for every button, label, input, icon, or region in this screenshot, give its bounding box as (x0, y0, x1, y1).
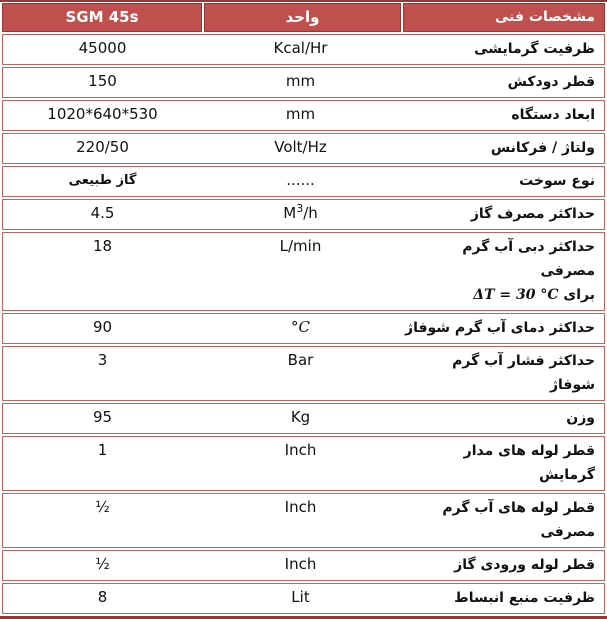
label-cell (399, 553, 604, 577)
spec-row-13 (2, 583, 605, 614)
unit-cell: mm (285, 105, 316, 123)
spec-row-3 (2, 133, 605, 164)
label-cell (399, 37, 604, 61)
unit-cell: Lit (291, 588, 310, 606)
value-cell: 3 (97, 351, 108, 369)
spec-row-1 (2, 67, 605, 98)
label-text: قطر لوله های آب گرم (442, 500, 595, 516)
spec-row-6 (2, 232, 605, 311)
value-cell: 1020*640*530 (47, 105, 158, 123)
unit-cell: Inch (284, 441, 317, 459)
unit-cell (202, 316, 399, 339)
value-cell: ½ (95, 498, 110, 516)
label-cell (399, 406, 604, 430)
label-text: ولتاژ / فرکانس (490, 140, 595, 156)
unit-cell: Kg (290, 408, 311, 426)
label-text: ابعاد دستگاه (511, 107, 595, 123)
label-cell (399, 235, 604, 307)
label-cell (399, 103, 604, 127)
label-cell (399, 439, 604, 487)
header-cell-unit: واحد (204, 3, 401, 32)
label-text: قطر لوله های مدار گرمایش (463, 443, 595, 483)
unit-superscript: 3 (296, 202, 304, 215)
value-cell: 45000 (78, 39, 127, 57)
label-cell (399, 496, 604, 544)
spec-row-2 (2, 100, 605, 131)
label-text: قطر لوله ورودی گاز (454, 557, 595, 573)
label-cell (399, 70, 604, 94)
header-cell-spec: مشخصات فنی (403, 3, 605, 32)
unit-cell: Bar (287, 351, 314, 369)
unit-cell: Inch (284, 498, 317, 516)
label-cell (399, 586, 604, 610)
spec-row-7 (2, 313, 605, 344)
label-cell (399, 202, 604, 226)
label-text: وزن (566, 410, 595, 426)
spec-row-10 (2, 436, 605, 491)
label-text: ظرفیت گرمایشی (474, 41, 595, 57)
value-cell: 220/50 (76, 138, 129, 156)
value-cell: گاز طبیعی (68, 173, 137, 188)
label-cell (399, 169, 604, 193)
unit-cell: $M^3/h$ (283, 202, 318, 222)
label-text: نوع سوخت (519, 173, 595, 189)
label-math-text: ΔT = 30 °C (473, 287, 559, 303)
label-text-line2: برای ΔT = 30 °C (473, 287, 595, 303)
label-cell (399, 136, 604, 160)
unit-cell: L/min (279, 237, 322, 255)
unit-cell: Inch (284, 555, 317, 573)
label-text: حداکثر مصرف گاز (470, 206, 595, 222)
spec-row-12 (2, 550, 605, 581)
spec-row-4 (2, 166, 605, 197)
value-cell: 18 (92, 237, 113, 255)
label-text: حداکثر دبی آب گرم مصرفی (462, 239, 595, 279)
value-cell: 8 (97, 588, 108, 606)
label-cell (399, 349, 604, 397)
unit-cell: ...... (286, 171, 315, 189)
table-header-row (2, 3, 605, 32)
label-text: قطر دودکش (507, 74, 595, 90)
value-cell: 1 (97, 441, 108, 459)
value-cell: 150 (88, 72, 117, 90)
label-text: ظرفیت منبع انبساط (454, 590, 595, 606)
label-cell (399, 316, 604, 340)
label-text-line2: مصرفی (540, 524, 595, 540)
value-cell: 95 (92, 408, 113, 426)
value-cell: ½ (95, 555, 110, 573)
unit-math-text: °C (291, 318, 310, 336)
unit-cell: Volt/Hz (274, 138, 327, 156)
label-text: حداکثر دمای آب گرم شوفاژ (405, 320, 595, 336)
value-cell: 90 (92, 318, 113, 336)
spec-row-9 (2, 403, 605, 434)
unit-cell: mm (285, 72, 316, 90)
spec-row-5 (2, 199, 605, 230)
header-cell-model: SGM 45s (2, 3, 202, 32)
spec-row-8 (2, 346, 605, 401)
unit-cell: Kcal/Hr (273, 39, 328, 57)
value-cell: 4.5 (90, 204, 115, 222)
label-text: حداکثر فشار آب گرم شوفاژ (452, 353, 595, 393)
spec-row-0 (2, 34, 605, 65)
spec-row-11 (2, 493, 605, 548)
